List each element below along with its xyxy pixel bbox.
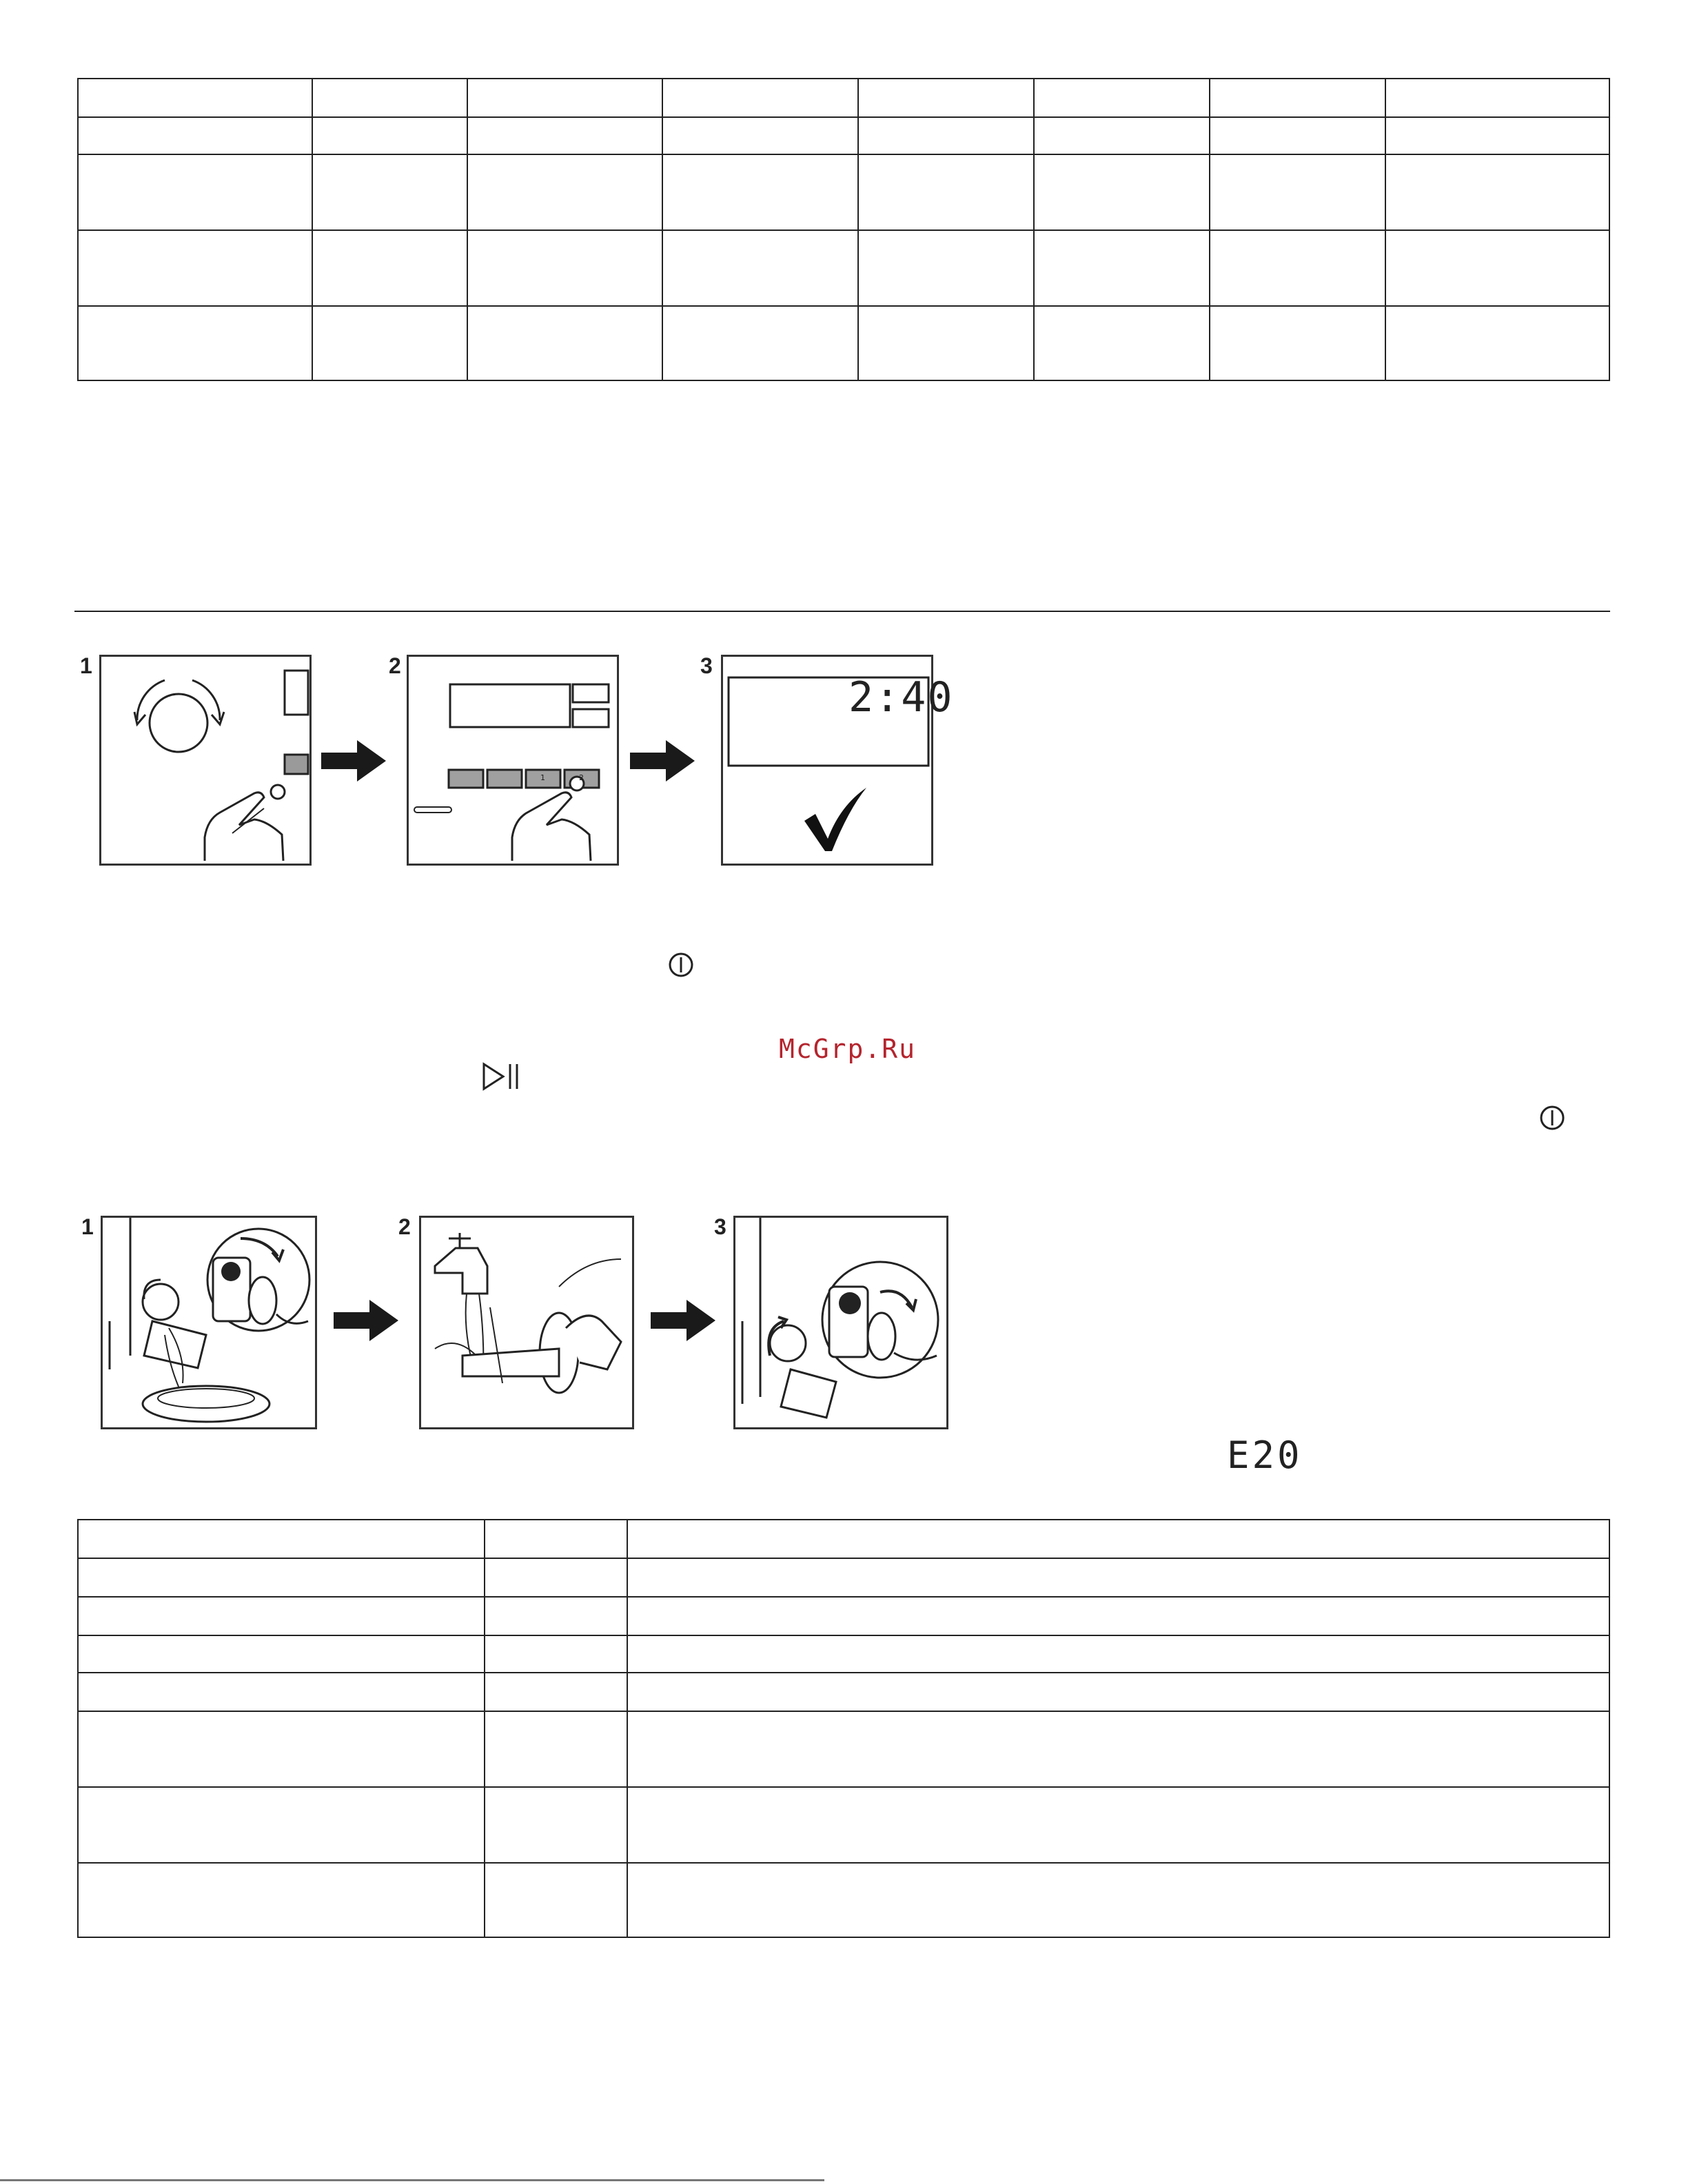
table-row bbox=[78, 1711, 1609, 1787]
table-row bbox=[78, 1635, 1609, 1673]
step-number: 1 bbox=[80, 653, 92, 678]
step-number: 1 bbox=[81, 1214, 94, 1239]
step-number: 2 bbox=[398, 1214, 411, 1239]
top-table bbox=[77, 78, 1610, 381]
display-time: 2:40 bbox=[848, 673, 954, 722]
table-row bbox=[78, 1673, 1609, 1711]
power-icon bbox=[667, 951, 695, 979]
step-number: 2 bbox=[389, 653, 401, 678]
arrow-right-icon bbox=[630, 739, 696, 783]
illustration-display-confirm bbox=[721, 655, 954, 866]
illustration-unscrew-filter bbox=[101, 1216, 317, 1429]
arrow-right-icon bbox=[321, 739, 387, 783]
table-row bbox=[78, 117, 1609, 154]
start-pause-icon bbox=[481, 1061, 522, 1092]
table-row bbox=[78, 1863, 1609, 1937]
arrow-right-icon bbox=[651, 1298, 717, 1343]
checkmark-icon bbox=[800, 785, 869, 854]
button-label: 2 bbox=[579, 773, 584, 782]
bottom-table bbox=[77, 1519, 1610, 1938]
step-number: 3 bbox=[714, 1214, 726, 1239]
table-row bbox=[78, 79, 1609, 117]
step-number: 3 bbox=[700, 653, 713, 678]
table-row bbox=[78, 1558, 1609, 1597]
arrow-right-icon bbox=[334, 1298, 400, 1343]
button-label: 1 bbox=[540, 773, 545, 782]
table-row bbox=[78, 1520, 1609, 1558]
watermark: McGrp.Ru bbox=[779, 1034, 917, 1064]
section-divider bbox=[74, 611, 1610, 612]
table-row bbox=[78, 1787, 1609, 1863]
illustration-rinse-filter bbox=[419, 1216, 634, 1429]
table-row bbox=[78, 306, 1609, 380]
illustration-rotate-knob bbox=[99, 655, 312, 866]
table-row bbox=[78, 154, 1609, 230]
power-icon bbox=[1538, 1104, 1566, 1132]
table-row bbox=[78, 1597, 1609, 1635]
illustration-press-option bbox=[407, 655, 619, 866]
error-code-display: E20 bbox=[1227, 1433, 1303, 1477]
table-row bbox=[78, 230, 1609, 306]
illustration-reinstall-filter bbox=[733, 1216, 948, 1429]
footer-rule bbox=[0, 2179, 824, 2181]
